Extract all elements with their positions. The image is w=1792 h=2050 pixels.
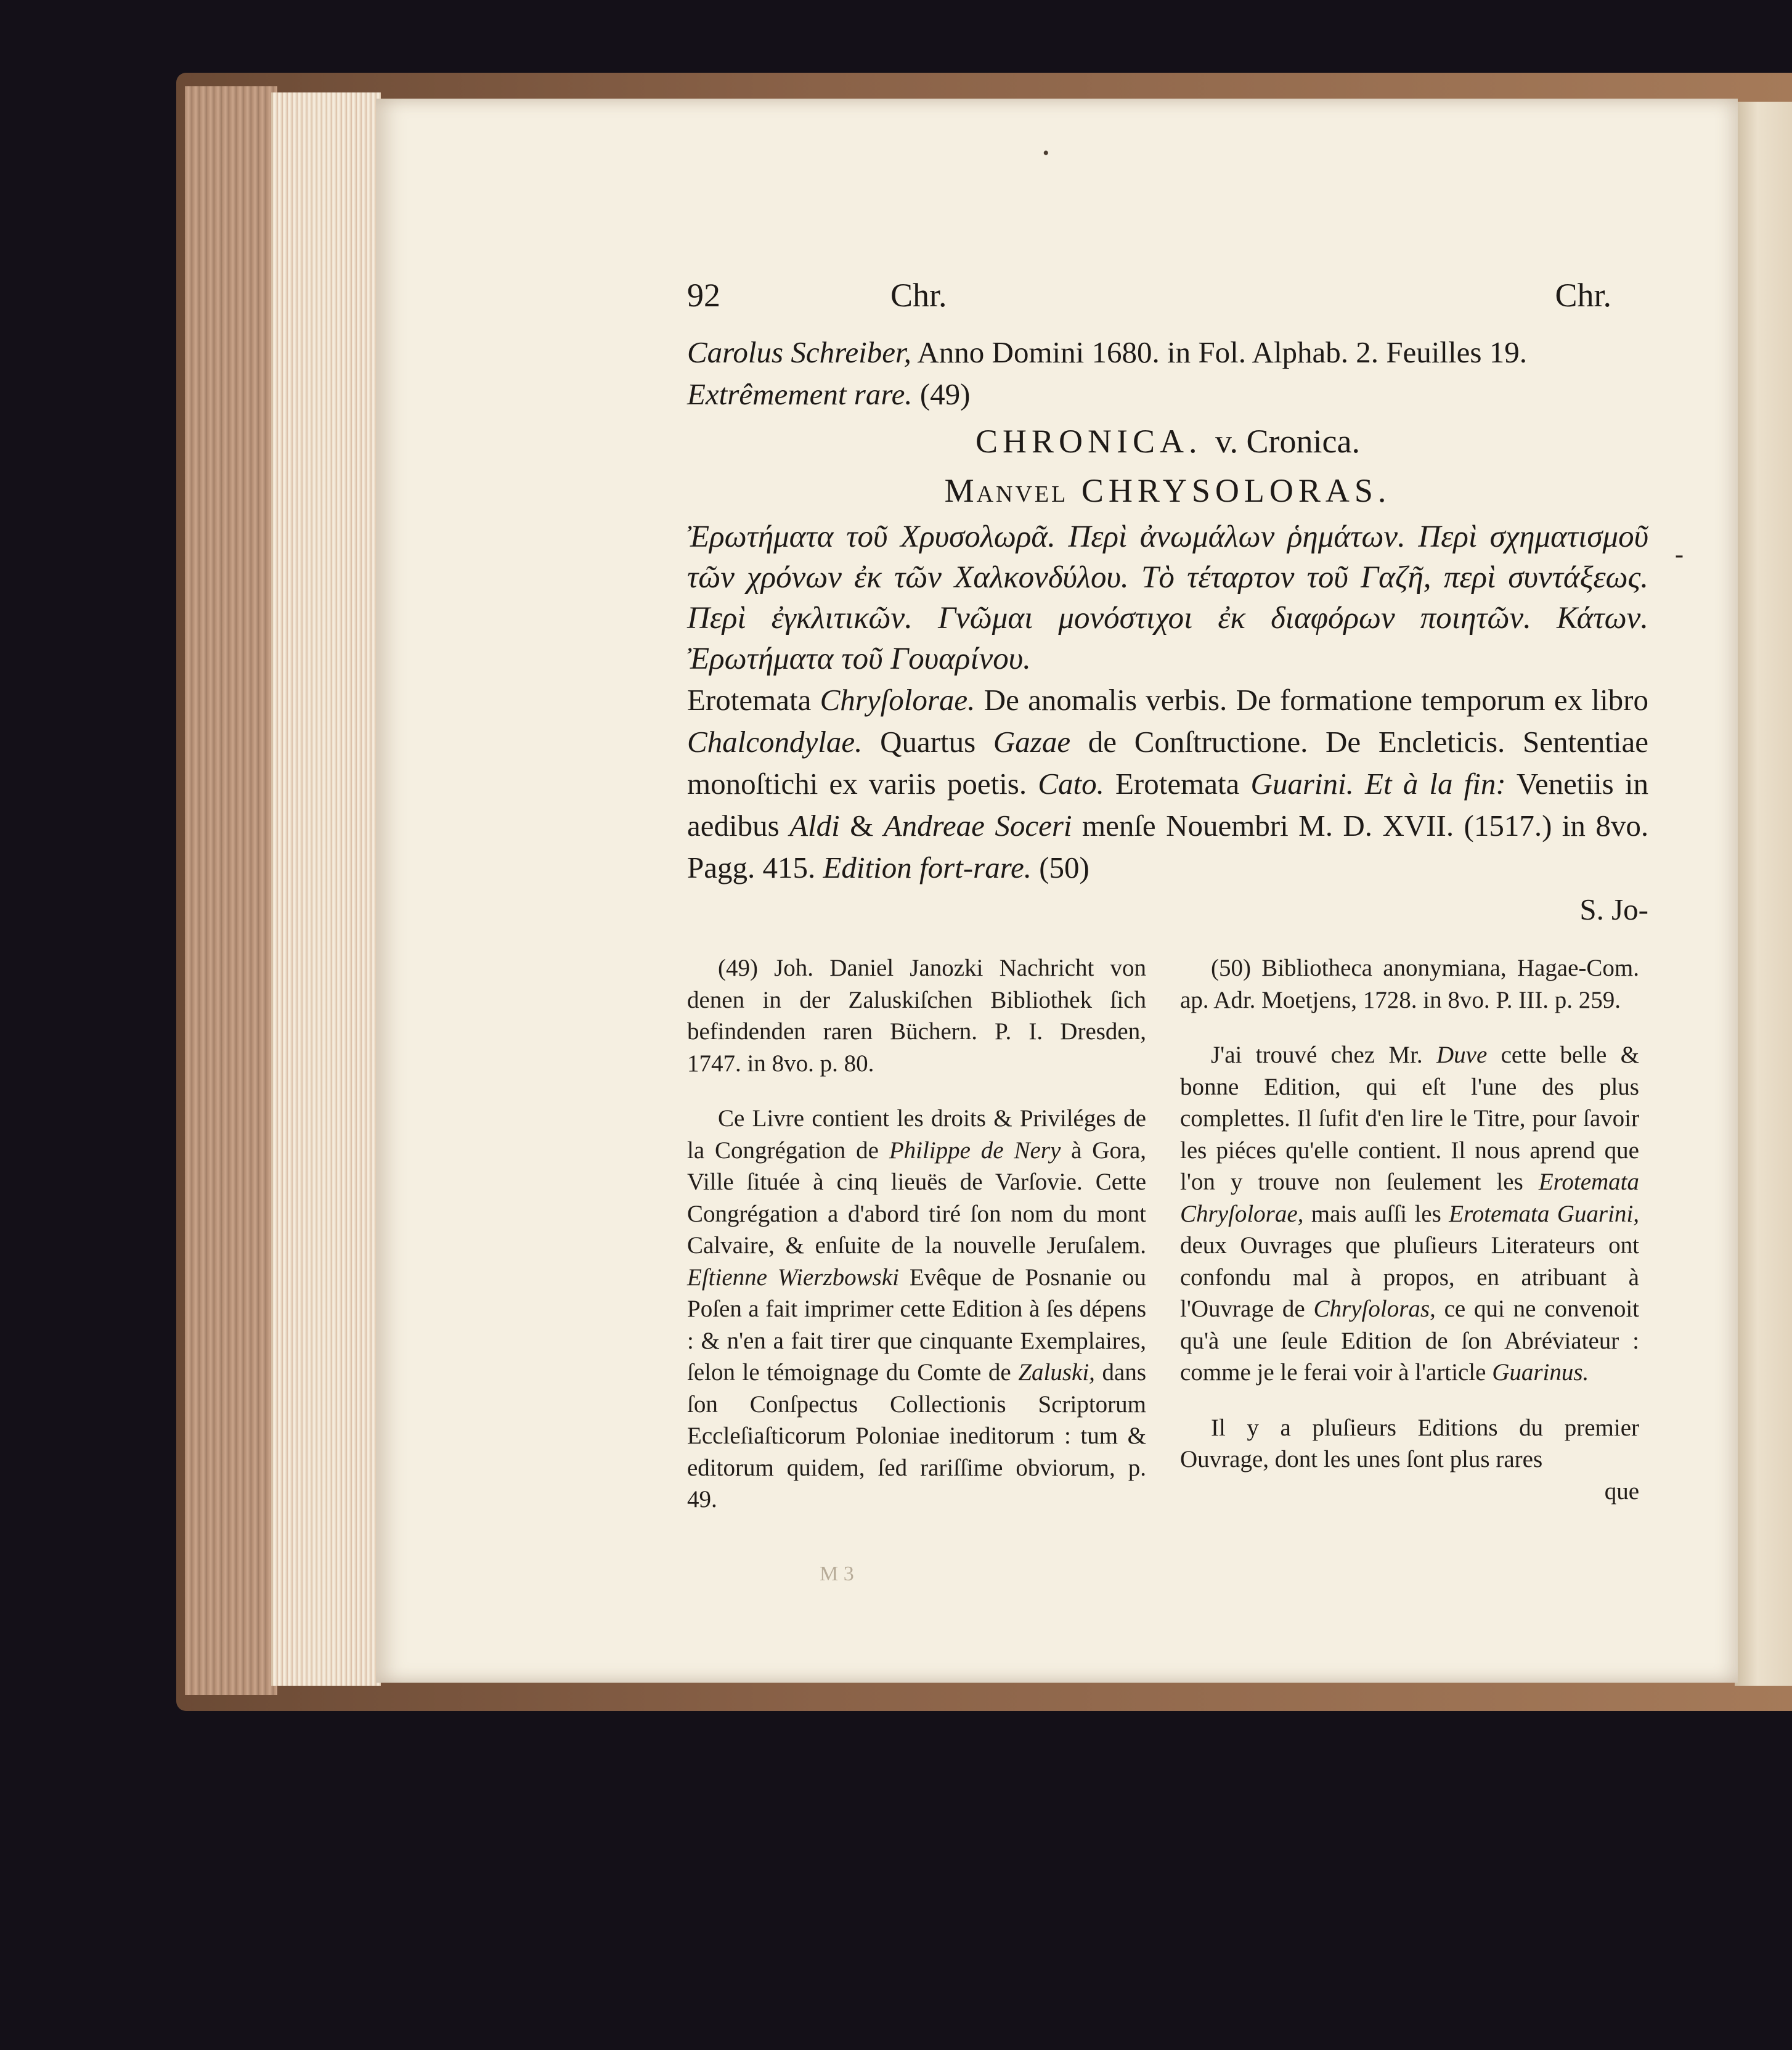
note-seg: Zaluski,	[1018, 1359, 1095, 1386]
note-seg: cette belle & bonne Edition, qui eſt l'une des plus complettes. Il ſufit d'en lire le Titre, pour ſavoir les piéces qu'elle contient. Il nous aprend que l'on y trouve non ſeulement les	[1180, 1042, 1639, 1195]
note-seg: Erotemata Chryſolorae,	[1180, 1169, 1640, 1227]
running-header	[687, 271, 1648, 327]
latin-seg: Gazae	[993, 725, 1071, 759]
margin-mark: -	[1675, 541, 1684, 569]
footnote-column-left	[687, 952, 1146, 1539]
catchword: S. Jo-	[1579, 892, 1648, 926]
heading-author	[687, 467, 1648, 514]
note-seg: J'ai trouvé chez Mr.	[1211, 1042, 1423, 1068]
note-seg: Erotemata Guarini,	[1449, 1200, 1639, 1227]
imprint-line	[687, 332, 1648, 374]
note-seg: Evêque de Posnanie ou Poſen a fait imprimer cette Edition à ſes dépens : & n'en a fait tirer que cinquante Exemplaires, ſelon le témoignage du Comte de	[687, 1264, 1146, 1386]
next-page-edge	[1735, 102, 1792, 1686]
greek-title: Ἐρωτήματα τοῦ Χρυσολωρᾶ. Περὶ ἀνωμάλων ῥημάτων. Περὶ σχηματισμοῦ τῶν χρόνων ἐκ τῶν Χαλκονδύλου. Τὸ τέταρτον τοῦ Γαζῆ, περὶ συντάξεως. Περὶ ἐγκλιτικῶν. Γνῶμαι μονόστιχοι ἐκ διαφόρων ποιητῶν. Κάτων. Ἐρωτήματα τοῦ Γουαρίνου.	[687, 520, 1648, 676]
running-head-left: Chr.	[890, 277, 947, 314]
latin-seg: Quartus	[880, 725, 976, 759]
footnote-50-editions: Il y a pluſieurs Editions du premier Ouvrage, dont les unes ſont plus rares	[1180, 1414, 1639, 1472]
author-surname: CHRYSOLORAS.	[1081, 472, 1391, 509]
latin-seg: de Conſtructione. De Encleticis. Sententiae monoſtichi ex variis poetis.	[687, 725, 1649, 801]
latin-seg: menſe Nouembri M. D. XVII. (1517.) in 8vo. Pagg. 415.	[687, 809, 1649, 884]
note-seg: mais auſſi les	[1311, 1200, 1441, 1227]
latin-description	[687, 679, 1648, 889]
latin-seg: Erotemata	[687, 683, 812, 717]
ink-speck: •	[1043, 143, 1049, 163]
note-seg: deux Ouvrages que pluſieurs Literateurs ont confondu mal à propos, en atribuant à l'Ouvrage de	[1180, 1232, 1639, 1322]
rarity-line	[687, 374, 1648, 415]
latin-seg: Andreae Soceri	[883, 809, 1072, 843]
page-number: 92	[687, 277, 720, 314]
chronica-title: CHRONICA.	[975, 423, 1202, 460]
page-edges	[271, 92, 381, 1686]
note-seg: Eſtienne Wierzbowski	[687, 1264, 899, 1291]
note-seg: dans ſon Conſpectus Collectionis Scriptorum Eccleſiaſticorum Poloniae ineditorum : tum & editorum quidem, ſed rariſſime obviorum, p. 49.	[687, 1359, 1147, 1513]
author-first-name: Manvel	[944, 472, 1069, 509]
note-seg: Ce Livre contient les droits & Priviléges de la Congrégation de	[687, 1105, 1146, 1164]
latin-seg: Guarini.	[1250, 767, 1354, 801]
latin-seg: Aldi	[789, 809, 840, 843]
footnote-50-commentary	[1180, 1039, 1639, 1389]
note-seg: Duve	[1436, 1042, 1488, 1068]
footnote-ref-49: (49)	[919, 377, 971, 411]
chronica-crossref: v. Cronica.	[1215, 423, 1360, 460]
footnote-ref-50: (50)	[1039, 851, 1089, 884]
latin-seg: Cato.	[1038, 767, 1104, 801]
latin-seg: Erotemata	[1115, 767, 1240, 801]
cover-edge	[185, 86, 277, 1695]
latin-seg: Venetiis in aedibus	[687, 767, 1649, 843]
latin-seg: Et à la fin:	[1365, 767, 1506, 801]
note-seg: ce qui ne convenoit qu'à une ſeule Edition de ſon Abréviateur : comme je le ferai voir à l'article	[1180, 1296, 1640, 1386]
latin-seg: &	[850, 809, 874, 843]
imprint-details: Anno Domini 1680. in Fol. Alphab. 2. Feuilles 19.	[917, 335, 1527, 369]
heading-chronica	[687, 418, 1648, 465]
note-seg: à Gora, Ville ſituée à cinq lieuës de Varſovie. Cette Congrégation a d'abord tiré ſon nom du mont Calvaire, & enſuite de la nouvelle Jeruſalem.	[687, 1137, 1147, 1259]
footnotes	[687, 952, 1648, 1618]
latin-seg: Chalcondylae.	[687, 725, 863, 759]
note-seg: Philippe de Nery	[889, 1137, 1061, 1164]
footnote-50: (50) Bibliotheca anonymiana, Hagae-Com. ap. Adr. Moetjens, 1728. in 8vo. P. III. p. 259.	[1180, 955, 1639, 1013]
note-seg: Chryſoloras,	[1313, 1296, 1436, 1322]
note-seg: Guarinus.	[1492, 1359, 1589, 1386]
running-head-right: Chr.	[1555, 277, 1611, 314]
footnote-49: (49) Joh. Daniel Janozki Nachricht von denen in der Zaluskiſchen Bibliothek ſich befindenden raren Büchern. P. I. Dresden, 1747. in 8vo. p. 80.	[687, 955, 1146, 1077]
printer-name: Carolus Schreiber,	[687, 335, 911, 369]
rarity-note: Extrêmement rare.	[687, 377, 913, 411]
main-entry	[687, 332, 1648, 931]
latin-seg: Chryſolorae.	[820, 683, 975, 717]
footnote-column-right	[1180, 952, 1639, 1507]
latin-seg: Edition fort-rare.	[823, 851, 1032, 884]
page-text-block	[687, 271, 1648, 931]
signature-mark: M 3	[820, 1562, 854, 1585]
latin-seg: De anomalis verbis. De formatione temporum ex libro	[984, 683, 1648, 717]
notes-catchword: que	[1604, 1477, 1639, 1505]
footnote-49-commentary	[687, 1103, 1146, 1516]
